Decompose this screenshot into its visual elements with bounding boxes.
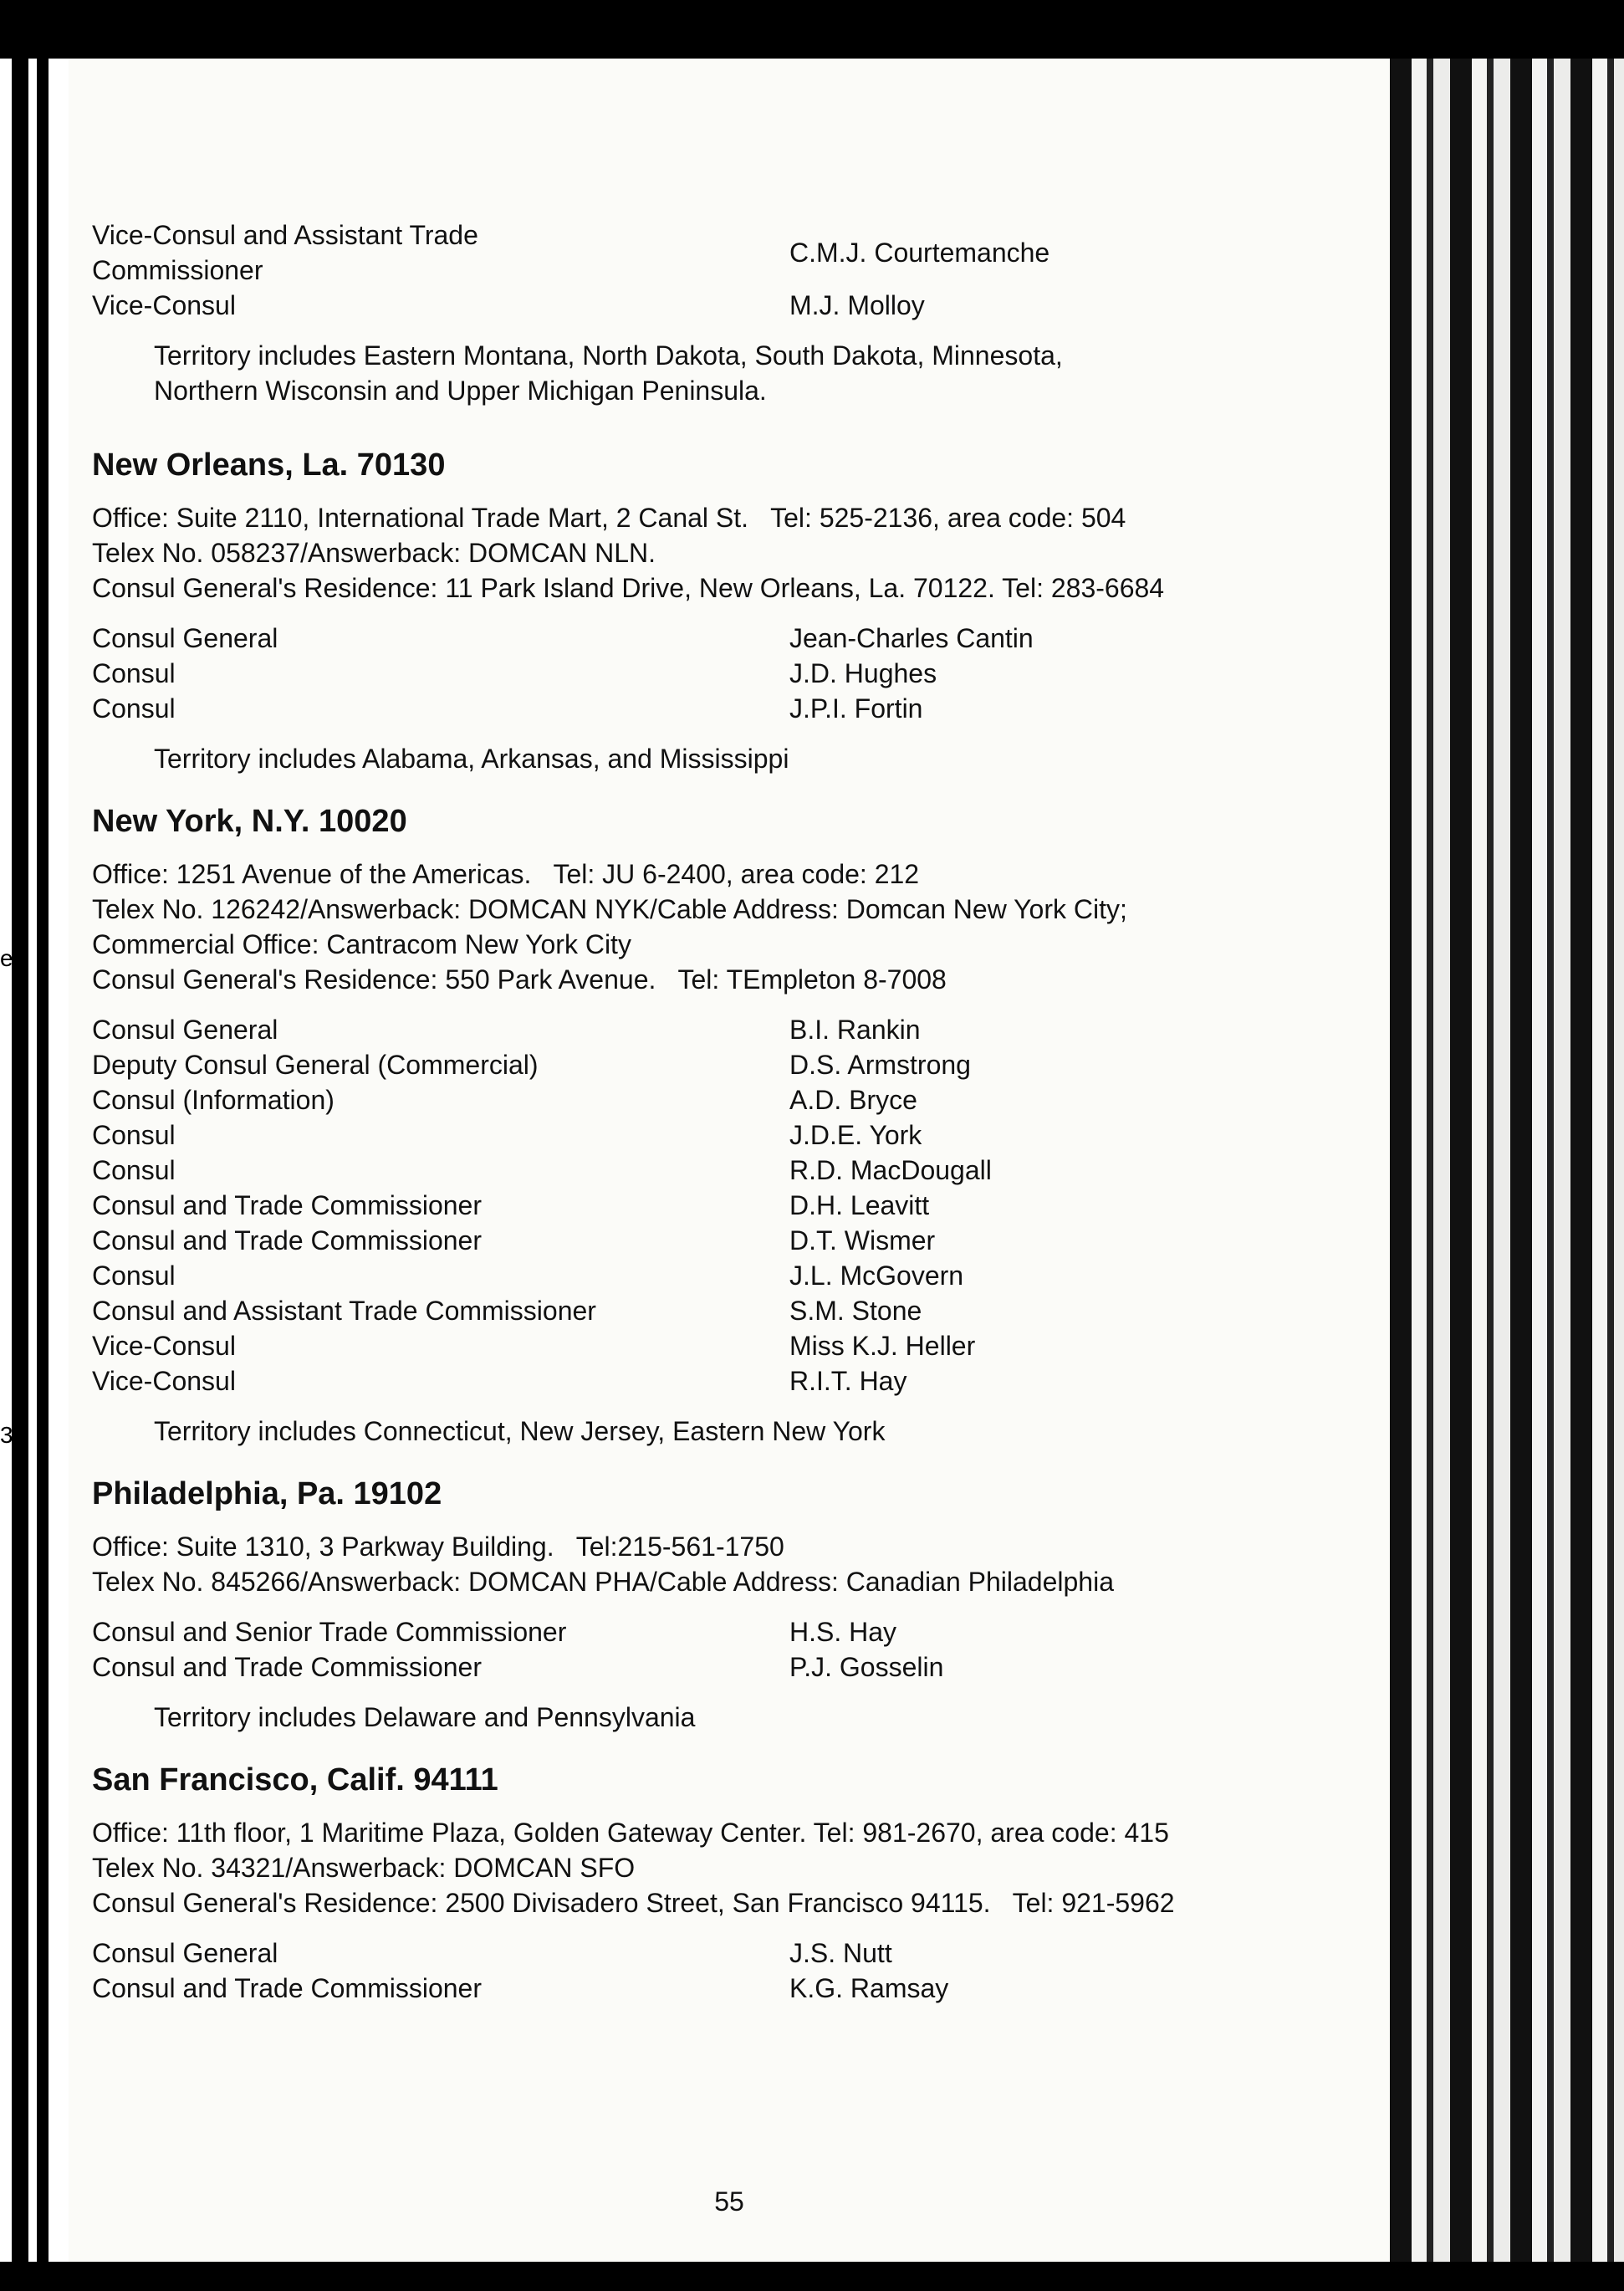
staff-role: Consul and Trade Commissioner — [92, 1652, 482, 1682]
page-number: 55 — [714, 2186, 744, 2217]
territory-note: Territory includes Connecticut, New Jersey, Eastern New York — [154, 1416, 886, 1446]
intro-block — [92, 217, 1346, 408]
staff-role: Vice-Consul and Assistant Trade Commissioner — [92, 220, 478, 285]
territory-note: Territory includes Delaware and Pennsylvania — [154, 1702, 696, 1732]
staff-row — [92, 1971, 1346, 2006]
staff-name: M.J. Molloy — [789, 290, 925, 320]
staff-name: H.S. Hay — [789, 1617, 897, 1647]
office-details: Office: Suite 2110, International Trade Mart, 2 Canal St. Tel: 525-2136, area code: 504 Telex No. 058237/Answerback: DOMCAN NLN. Consul General's Residence: 11 Park Island Drive, New Orleans, La. 70122. Tel: 283-6684 — [92, 503, 1165, 603]
staff-name: D.T. Wismer — [789, 1225, 936, 1255]
staff-name: J.L. McGovern — [789, 1261, 964, 1291]
staff-row — [92, 1188, 1346, 1223]
staff-name: J.D. Hughes — [789, 658, 937, 688]
staff-role: Consul General — [92, 623, 278, 653]
staff-name: A.D. Bryce — [789, 1085, 917, 1115]
staff-row — [92, 1223, 1346, 1258]
staff-role: Consul and Senior Trade Commissioner — [92, 1617, 567, 1647]
staff-role: Vice-Consul — [92, 290, 236, 320]
section-heading: New York, N.Y. 10020 — [92, 804, 407, 839]
section-heading: New Orleans, La. 70130 — [92, 447, 446, 483]
staff-row — [92, 1082, 1346, 1117]
staff-role: Deputy Consul General (Commercial) — [92, 1050, 539, 1080]
section-heading: San Francisco, Calif. 94111 — [92, 1762, 498, 1798]
staff-row — [92, 288, 1346, 323]
staff-name: P.J. Gosselin — [789, 1652, 944, 1682]
staff-name: S.M. Stone — [789, 1296, 922, 1326]
staff-list — [92, 1614, 1346, 1685]
staff-role: Consul and Trade Commissioner — [92, 1973, 482, 2003]
staff-name: D.S. Armstrong — [789, 1050, 971, 1080]
staff-row — [92, 1328, 1346, 1363]
staff-name: R.I.T. Hay — [789, 1366, 907, 1396]
office-section — [92, 1474, 1346, 1735]
scan-bottom-border — [0, 2262, 1624, 2291]
page-content — [92, 217, 1346, 2006]
staff-row — [92, 1293, 1346, 1328]
staff-name: J.S. Nutt — [789, 1938, 892, 1968]
adjacent-page-edge — [0, 59, 69, 2291]
staff-role: Vice-Consul — [92, 1331, 236, 1361]
staff-role: Consul General — [92, 1938, 278, 1968]
staff-row — [92, 217, 1346, 288]
staff-row — [92, 1614, 1346, 1649]
staff-list — [92, 621, 1346, 726]
margin-fragment: 3 — [0, 1422, 13, 1448]
staff-row — [92, 1936, 1346, 1971]
staff-row — [92, 1117, 1346, 1153]
territory-note: Territory includes Alabama, Arkansas, and Mississippi — [154, 744, 789, 774]
staff-role: Consul — [92, 1155, 176, 1185]
office-details: Office: Suite 1310, 3 Parkway Building. Tel:215-561-1750 Telex No. 845266/Answerback: DOMCAN PHA/Cable Address: Canadian Philadelphia — [92, 1532, 1114, 1597]
office-details: Office: 1251 Avenue of the Americas. Tel: JU 6-2400, area code: 212 Telex No. 126242/Answerback: DOMCAN NYK/Cable Address: Domcan New York City; Commercial Office: Cantracom New York City Consul General's Residence: 550 Park Avenue. Tel: TEmpleton 8-7008 — [92, 859, 1127, 995]
scan-top-border — [0, 0, 1624, 59]
staff-name: J.D.E. York — [789, 1120, 922, 1150]
section-heading: Philadelphia, Pa. 19102 — [92, 1476, 442, 1511]
staff-name: R.D. MacDougall — [789, 1155, 992, 1185]
staff-list — [92, 1012, 1346, 1399]
staff-name: K.G. Ramsay — [789, 1973, 949, 2003]
staff-role: Consul — [92, 1120, 176, 1150]
staff-role: Consul and Assistant Trade Commissioner — [92, 1296, 596, 1326]
staff-name: B.I. Rankin — [789, 1015, 921, 1045]
office-section — [92, 1760, 1346, 2006]
staff-role: Consul and Trade Commissioner — [92, 1190, 482, 1220]
staff-row — [92, 691, 1346, 726]
staff-role: Consul — [92, 658, 176, 688]
staff-list — [92, 1936, 1346, 2006]
margin-fragment: el: — [0, 945, 25, 971]
book-page-edges — [1390, 59, 1624, 2291]
staff-role: Consul and Trade Commissioner — [92, 1225, 482, 1255]
staff-role: Consul General — [92, 1015, 278, 1045]
staff-row — [92, 1047, 1346, 1082]
territory-note: Territory includes Eastern Montana, North Dakota, South Dakota, Minnesota, Northern Wisconsin and Upper Michigan Peninsula. — [154, 340, 1063, 406]
staff-role: Vice-Consul — [92, 1366, 236, 1396]
office-details: Office: 11th floor, 1 Maritime Plaza, Golden Gateway Center. Tel: 981-2670, area code: 415 Telex No. 34321/Answerback: DOMCAN SFO Consul General's Residence: 2500 Divisadero Street, San Francisco 94115. Tel: 921-5962 — [92, 1818, 1175, 1918]
staff-row — [92, 1012, 1346, 1047]
staff-row — [92, 1363, 1346, 1399]
staff-name: Miss K.J. Heller — [789, 1331, 976, 1361]
staff-name: Jean-Charles Cantin — [789, 623, 1034, 653]
office-section — [92, 801, 1346, 1449]
office-section — [92, 445, 1346, 776]
staff-row — [92, 1258, 1346, 1293]
staff-row — [92, 656, 1346, 691]
staff-name: J.P.I. Fortin — [789, 693, 923, 724]
staff-row — [92, 621, 1346, 656]
staff-role: Consul — [92, 1261, 176, 1291]
staff-role: Consul — [92, 693, 176, 724]
staff-name: C.M.J. Courtemanche — [789, 238, 1050, 268]
staff-row — [92, 1649, 1346, 1685]
staff-role: Consul (Information) — [92, 1085, 335, 1115]
staff-name: D.H. Leavitt — [789, 1190, 930, 1220]
document-page — [69, 59, 1390, 2291]
staff-row — [92, 1153, 1346, 1188]
